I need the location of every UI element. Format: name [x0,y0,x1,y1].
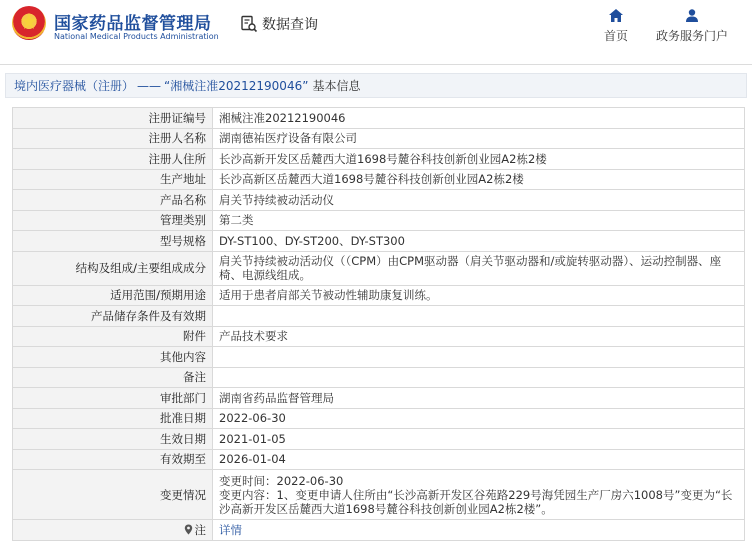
table-row [13,128,745,149]
row-key: 产品名称 [13,190,213,211]
row-value: 产品技术要求 [213,326,745,347]
table-row [13,388,745,409]
table-row [13,210,745,231]
data-query-link[interactable] [240,14,318,34]
row-key: 产品储存条件及有效期 [13,306,213,327]
nav-service-label: 政务服务门户 [655,29,728,43]
row-key: 审批部门 [13,388,213,409]
table-row [13,429,745,450]
row-key: 注册人名称 [13,128,213,149]
details-link[interactable]: 详情 [213,520,745,541]
row-key: 有效期至 [13,449,213,470]
row-key: 生产地址 [13,169,213,190]
row-value: 湘械注准20212190046 [213,108,745,129]
device-detail-table [12,107,745,541]
row-key: 注册人住所 [13,149,213,170]
table-row [13,149,745,170]
row-key: 适用范围/预期用途 [13,285,213,306]
breadcrumb-section[interactable]: 境内医疗器械（注册） [14,79,135,93]
row-key: 变更情况 [13,470,213,520]
org-name-en: National Medical Products Administration [54,32,219,41]
row-value: 长沙高新区岳麓西大道1698号麓谷科技创新创业园A2栋2楼 [213,169,745,190]
user-icon [685,9,699,22]
home-icon [609,9,623,22]
table-row [13,190,745,211]
table-row [13,347,745,368]
change-time: 变更时间：2022-06-30 [219,473,344,488]
row-key: 其他内容 [13,347,213,368]
row-value: 适用于患者肩部关节被动性辅助康复训练。 [213,285,745,306]
row-key: 批准日期 [13,408,213,429]
table-row [13,251,745,285]
nav-home-label: 首页 [603,29,628,43]
row-value: 湖南德祐医疗设备有限公司 [213,128,745,149]
nav-service-portal[interactable] [651,9,733,44]
row-key: 注册证编号 [13,108,213,129]
table-row [13,520,745,541]
change-content: 变更内容：1、变更申请人住所由“长沙高新开发区谷苑路229号海凭园生产厂房六1008号”变更为“长沙高新开发区岳麓西大道1698号麓谷科技创新创业园A2栋2楼”。 [219,487,733,516]
row-key: 管理类别 [13,210,213,231]
breadcrumb [5,73,747,98]
row-key: 备注 [13,367,213,388]
row-key: 生效日期 [13,429,213,450]
note-key-label: 注 [194,522,206,537]
row-value: 2022-06-30 [213,408,745,429]
row-value: 肩关节持续被动活动仪（（CPM）由CPM驱动器（肩关节驱动器和/或旋转驱动器）、运动控制器、座椅、电源线组成。 [213,251,745,285]
row-key: 型号规格 [13,231,213,252]
change-history-value [213,470,745,520]
table-row [13,367,745,388]
national-emblem-logo [12,6,46,40]
table-row [13,470,745,520]
row-value: 长沙高新开发区岳麓西大道1698号麓谷科技创新创业园A2栋2楼 [213,149,745,170]
table-row [13,169,745,190]
table-row [13,449,745,470]
table-row [13,285,745,306]
table-row [13,231,745,252]
row-value: 湖南省药品监督管理局 [213,388,745,409]
row-value: 2026-01-04 [213,449,745,470]
info-pin-icon [184,524,193,535]
table-row [13,108,745,129]
row-value [213,367,745,388]
org-name-cn: 国家药品监督管理局 [54,14,212,34]
row-value: 第二类 [213,210,745,231]
row-value [213,306,745,327]
row-value: 肩关节持续被动活动仪 [213,190,745,211]
row-value: 2021-01-05 [213,429,745,450]
row-key-note [13,520,213,541]
site-header [0,0,752,58]
row-key: 附件 [13,326,213,347]
nav-home[interactable] [598,9,634,44]
breadcrumb-tail: 基本信息 [312,79,361,93]
data-query-label: 数据查询 [262,17,318,33]
document-search-icon [240,15,258,33]
header-divider [0,64,752,65]
row-value [213,347,745,368]
row-key: 结构及组成/主要组成成分 [13,251,213,285]
breadcrumb-separator: —— [137,78,162,93]
row-value: DY-ST100、DY-ST200、DY-ST300 [213,231,745,252]
table-row [13,326,745,347]
breadcrumb-record: “湘械注准20212190046” [164,79,309,93]
table-row [13,306,745,327]
table-row [13,408,745,429]
